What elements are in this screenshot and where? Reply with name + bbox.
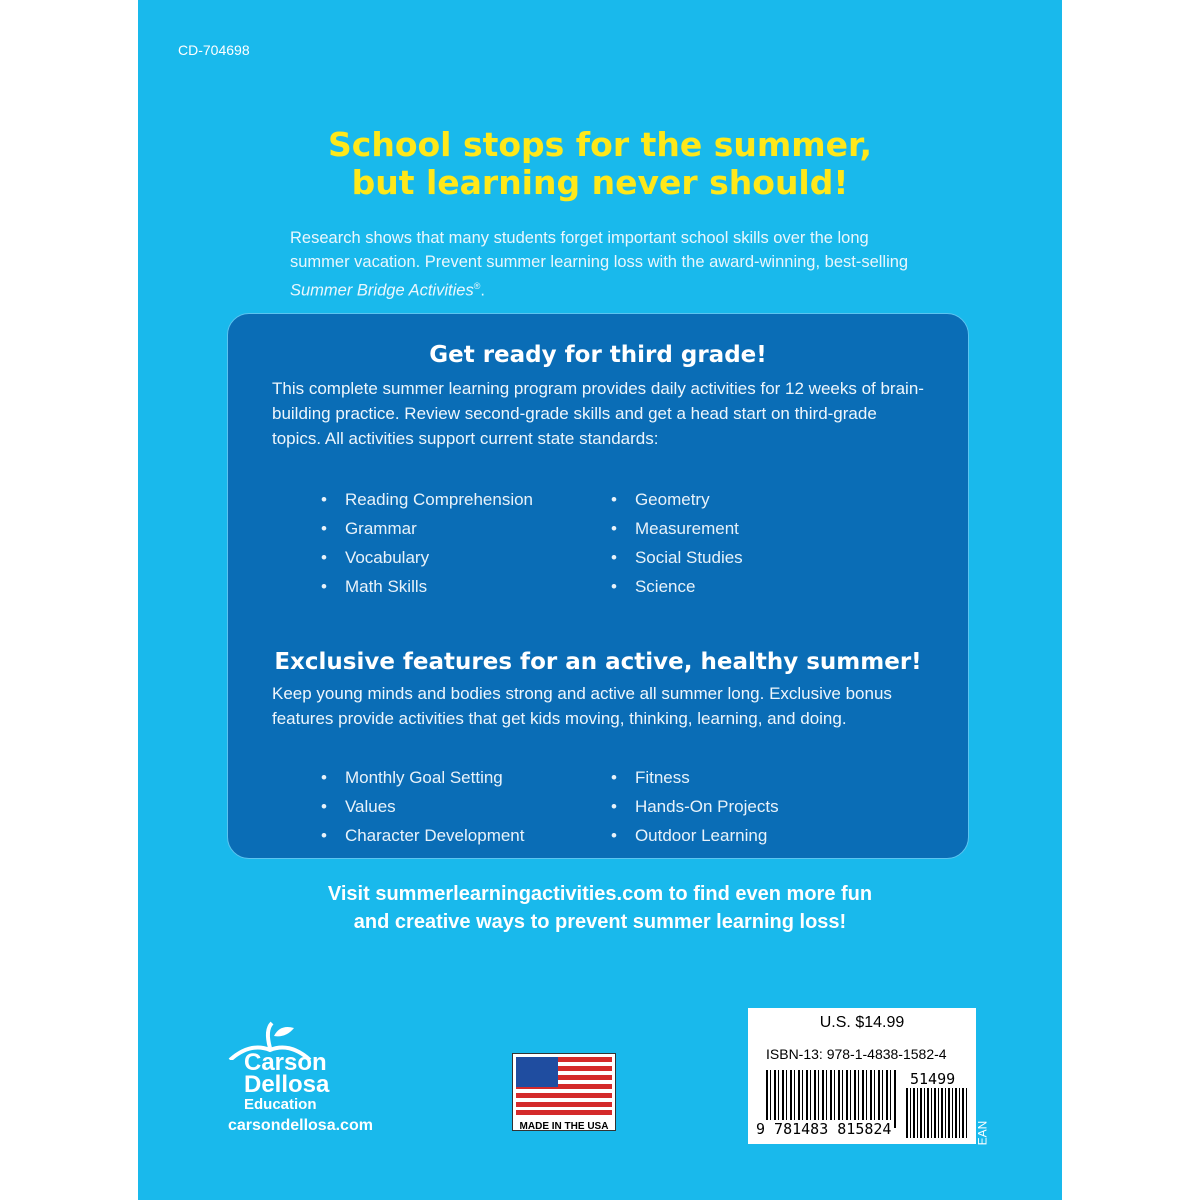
features-list: [321, 765, 968, 848]
publisher-url: carsondellosa.com: [228, 1117, 373, 1134]
made-in-usa-badge: [512, 1053, 616, 1131]
headline: [138, 126, 1062, 202]
apple-icon: [210, 1020, 330, 1060]
isbn: ISBN-13: 978-1-4838-1582-4: [766, 1046, 947, 1062]
list-item: • Vocabulary: [321, 545, 611, 570]
made-in-usa-label: MADE IN THE USA: [519, 1121, 609, 1132]
list-item: • Reading Comprehension: [321, 487, 611, 512]
list-item: • Geometry: [611, 487, 901, 512]
list-item: • Math Skills: [321, 574, 611, 599]
info-panel: [227, 313, 969, 859]
product-code: CD-704698: [178, 42, 250, 58]
price: U.S. $14.99: [819, 1014, 905, 1031]
list-item: • Measurement: [611, 516, 901, 541]
barcode-digits: 9 781483 815824: [756, 1120, 892, 1138]
ean-label: EAN: [975, 1120, 990, 1146]
skills-list: [321, 487, 968, 599]
section1-body: This complete summer learning program provides daily activities for 12 weeks of brain-building practice. Review second-grade skills and get a head start on third-grade topics. All activities support current state standards:: [272, 379, 924, 448]
logo-line1: Carson: [244, 1049, 327, 1076]
section2-body: Keep young minds and bodies strong and active all summer long. Exclusive bonus features provide activities that get kids moving, thinking, learning, and doing.: [272, 684, 892, 728]
barcode-addon: 51499: [910, 1070, 956, 1088]
logo-line3: Education: [244, 1096, 317, 1113]
back-cover: [138, 0, 1062, 1200]
barcode-box: [748, 1008, 990, 1146]
visit-text: [138, 880, 1062, 936]
list-item: • Science: [611, 574, 901, 599]
headline-line: School stops for the summer,: [328, 125, 872, 164]
intro-end: .: [480, 281, 485, 300]
section2-heading: Exclusive features for an active, healthy summer!: [274, 649, 922, 675]
list-item: • Monthly Goal Setting: [321, 765, 611, 790]
list-item: • Values: [321, 794, 611, 819]
list-item: • Outdoor Learning: [611, 823, 901, 848]
publisher-logo: [230, 1020, 390, 1135]
intro-paragraph: [290, 226, 920, 303]
list-item: • Grammar: [321, 516, 611, 541]
list-item: • Social Studies: [611, 545, 901, 570]
list-item: • Character Development: [321, 823, 611, 848]
addon-bars: [906, 1088, 968, 1138]
list-item: • Fitness: [611, 765, 901, 790]
intro-text: Research shows that many students forget important school skills over the long summer vacation. Prevent summer learning loss with the award-winning, best-selling: [290, 229, 909, 271]
list-item: • Hands-On Projects: [611, 794, 901, 819]
headline-line: but learning never should!: [351, 163, 849, 202]
logo-line2: Dellosa: [244, 1071, 330, 1098]
visit-line: Visit summerlearningactivities.com to find even more fun: [327, 883, 873, 905]
intro-title: Summer Bridge Activities: [290, 281, 474, 300]
section1-heading: Get ready for third grade!: [429, 342, 767, 368]
registered-mark: ®: [473, 281, 481, 291]
us-flag-icon: [516, 1057, 612, 1115]
visit-line: and creative ways to prevent summer learning loss!: [353, 911, 847, 933]
